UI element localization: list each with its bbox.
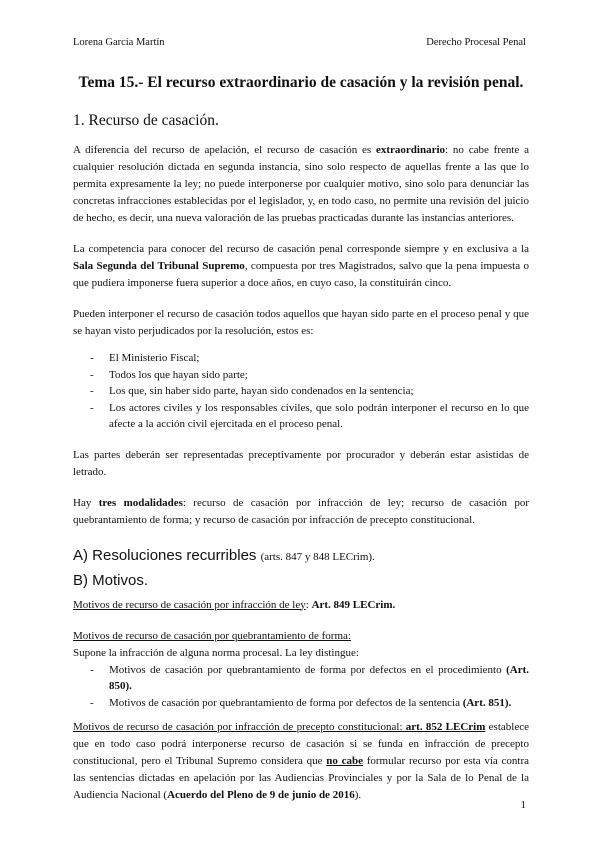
page-number: 1 bbox=[520, 799, 526, 811]
header-subject: Derecho Procesal Penal bbox=[426, 37, 526, 48]
motivo-infraccion-ley: Motivos de recurso de casación por infracción de ley: Art. 849 LECrim. bbox=[73, 598, 396, 611]
legitimados-list bbox=[73, 350, 529, 433]
header-author: Lorena García Martín bbox=[73, 37, 165, 48]
list-item: - Motivos de casación por quebrantamiento de forma por defectos de la sentencia (Art. 851). bbox=[73, 695, 529, 712]
list-item: - El Ministerio Fiscal; bbox=[73, 350, 529, 367]
list-item: - Motivos de casación por quebrantamiento de forma por defectos en el procedimiento (Art. 850). bbox=[73, 662, 529, 695]
paragraph-representacion: Las partes deberán ser representadas preceptivamente por procurador y deberán estar asistidas de letrado. bbox=[73, 448, 529, 478]
motivo-precepto-constitucional: Motivos de recurso de casación por infracción de precepto constitucional: art. 852 LECrim establece que en todo caso podrá interponerse recurso de casación si se funda en infracción de precepto constitucional, pero el Tribunal Supremo considera que no cabe formular recurso por esta vía contra las sentencias dictadas en apelación por las Audiencias Provinciales y por la Sala de lo Penal de la Audiencia Nacional (Acuerdo del Pleno de 9 de junio de 2016). bbox=[73, 721, 529, 801]
quebrantamiento-list bbox=[73, 662, 529, 712]
list-item: - Los actores civiles y los responsables civiles, que solo podrán interponer el recurso en lo que afecte a la acción civil ejercitada en el proceso penal. bbox=[73, 400, 529, 433]
section-heading-recurso: 1. Recurso de casación. bbox=[73, 112, 219, 129]
section-heading-resoluciones: A) Resoluciones recurribles (arts. 847 y 848 LECrim). bbox=[73, 546, 375, 564]
list-item: - Los que, sin haber sido parte, hayan sido condenados en la sentencia; bbox=[73, 383, 529, 400]
motivo-quebrantamiento-text: Supone la infracción de alguna norma procesal. La ley distingue: bbox=[73, 646, 359, 659]
section-heading-motivos: B) Motivos. bbox=[73, 571, 149, 589]
paragraph-extraordinario: A diferencia del recurso de apelación, el recurso de casación es extraordinario: no cabe frente a cualquier resolución dictada en segunda instancia, sino solo respecto de aquellas frente a las que lo permita expresamente la ley; no puede interponerse por cualquier motivo, sino solo para denunciar las concretas infracciones establecidas por el legislador, y, en todo caso, no permite una revisión del juicio de hecho, es decir, una nueva valoración de las pruebas practicadas durante las instancias anteriores. bbox=[73, 144, 529, 224]
motivo-quebrantamiento-heading: Motivos de recurso de casación por quebrantamiento de forma: bbox=[73, 629, 351, 642]
paragraph-competencia: La competencia para conocer del recurso de casación penal corresponde siempre y en exclusiva a la Sala Segunda del Tribunal Supremo, compuesta por tres Magistrados, salvo que la pena impuesta o que pudiera imponerse fuera superior a doce años, en cuyo caso, la constituirán cinco. bbox=[73, 243, 529, 289]
paragraph-modalidades: Hay tres modalidades: recurso de casación por infracción de ley; recurso de casación por quebrantamiento de forma; y recurso de casación por infracción de precepto constitucional. bbox=[73, 496, 529, 526]
paragraph-legitimacion: Pueden interponer el recurso de casación todos aquellos que hayan sido parte en el proceso penal y que se hayan visto perjudicados por la resolución, estos es: bbox=[73, 308, 529, 337]
page-content bbox=[73, 74, 529, 818]
list-item: - Todos los que hayan sido parte; bbox=[73, 367, 529, 384]
document-title: Tema 15.- El recurso extraordinario de casación y la revisión penal. bbox=[78, 74, 524, 91]
